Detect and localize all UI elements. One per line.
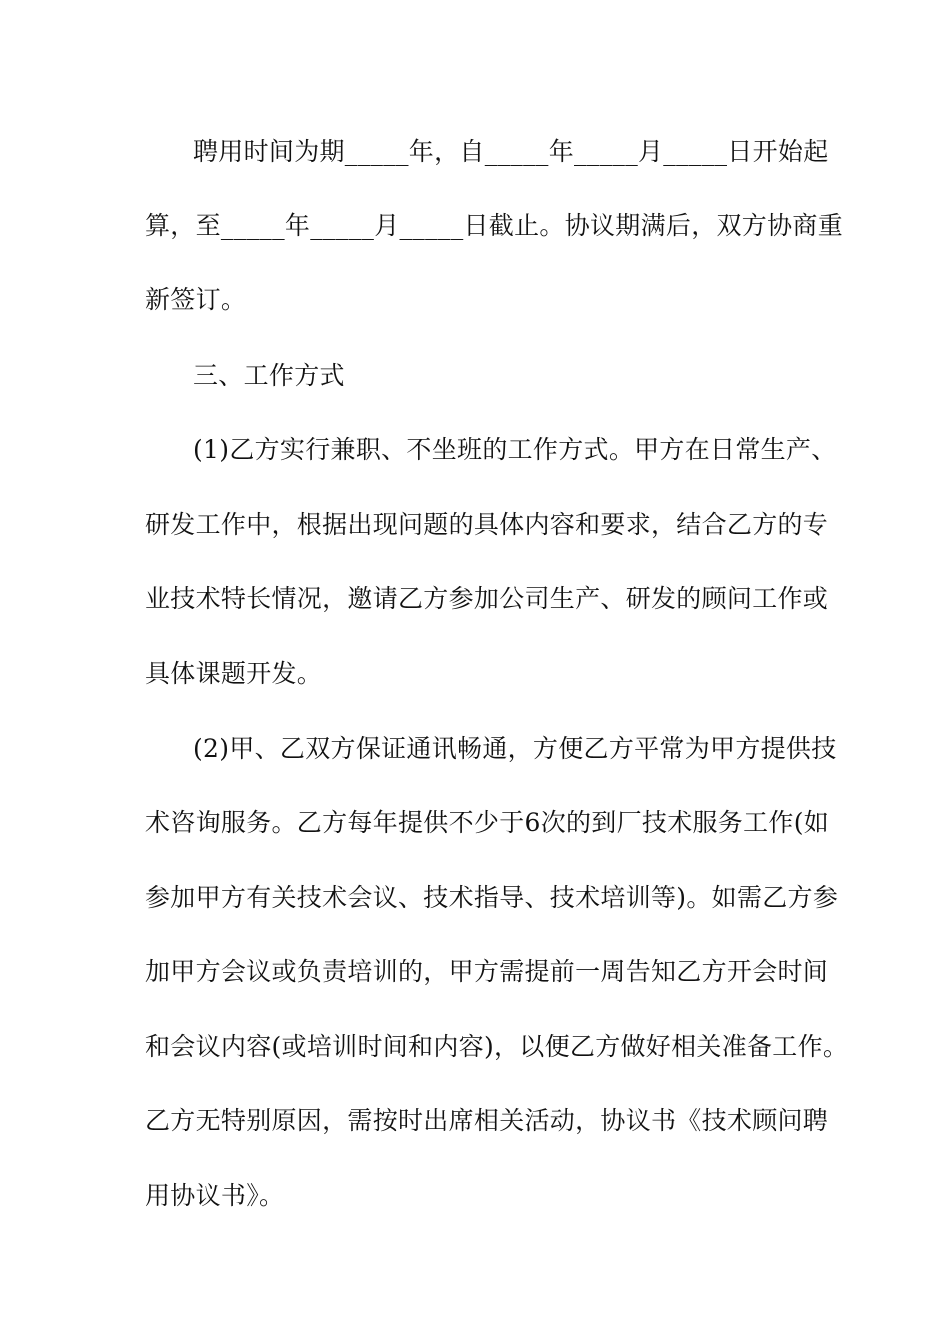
paragraph-line: 具体课题开发。 [145, 659, 323, 688]
paragraph-line: 术咨询服务。乙方每年提供不少于6次的到厂技术服务工作(如 [145, 808, 830, 837]
paragraph-line: 乙方无特别原因，需按时出席相关活动，协议书《技术顾问聘 [145, 1106, 829, 1135]
section-heading: 三、工作方式 [193, 361, 345, 390]
paragraph-line: 和会议内容(或培训时间和内容)，以便乙方做好相关准备工作。 [145, 1032, 849, 1061]
paragraph-line: 用协议书》。 [145, 1181, 285, 1210]
paragraph-line: 业技术特长情况，邀请乙方参加公司生产、研发的顾问工作或 [145, 584, 829, 613]
paragraph-line: 研发工作中，根据出现问题的具体内容和要求，结合乙方的专 [145, 510, 829, 539]
paragraph-line: 参加甲方有关技术会议、技术指导、技术培训等)。如需乙方参 [145, 883, 839, 912]
paragraph-line: 新签订。 [145, 285, 247, 314]
paragraph-line: 加甲方会议或负责培训的，甲方需提前一周告知乙方开会时间 [145, 957, 829, 986]
paragraph-line: 聘用时间为期_____年，自_____年_____月_____日开始起 [193, 137, 829, 166]
paragraph-line: (2)甲、乙双方保证通讯畅通，方便乙方平常为甲方提供技 [193, 734, 837, 763]
paragraph-line: (1)乙方实行兼职、不坐班的工作方式。甲方在日常生产、 [193, 435, 837, 464]
paragraph-line: 算，至_____年_____月_____日截止。协议期满后，双方协商重 [145, 211, 844, 240]
